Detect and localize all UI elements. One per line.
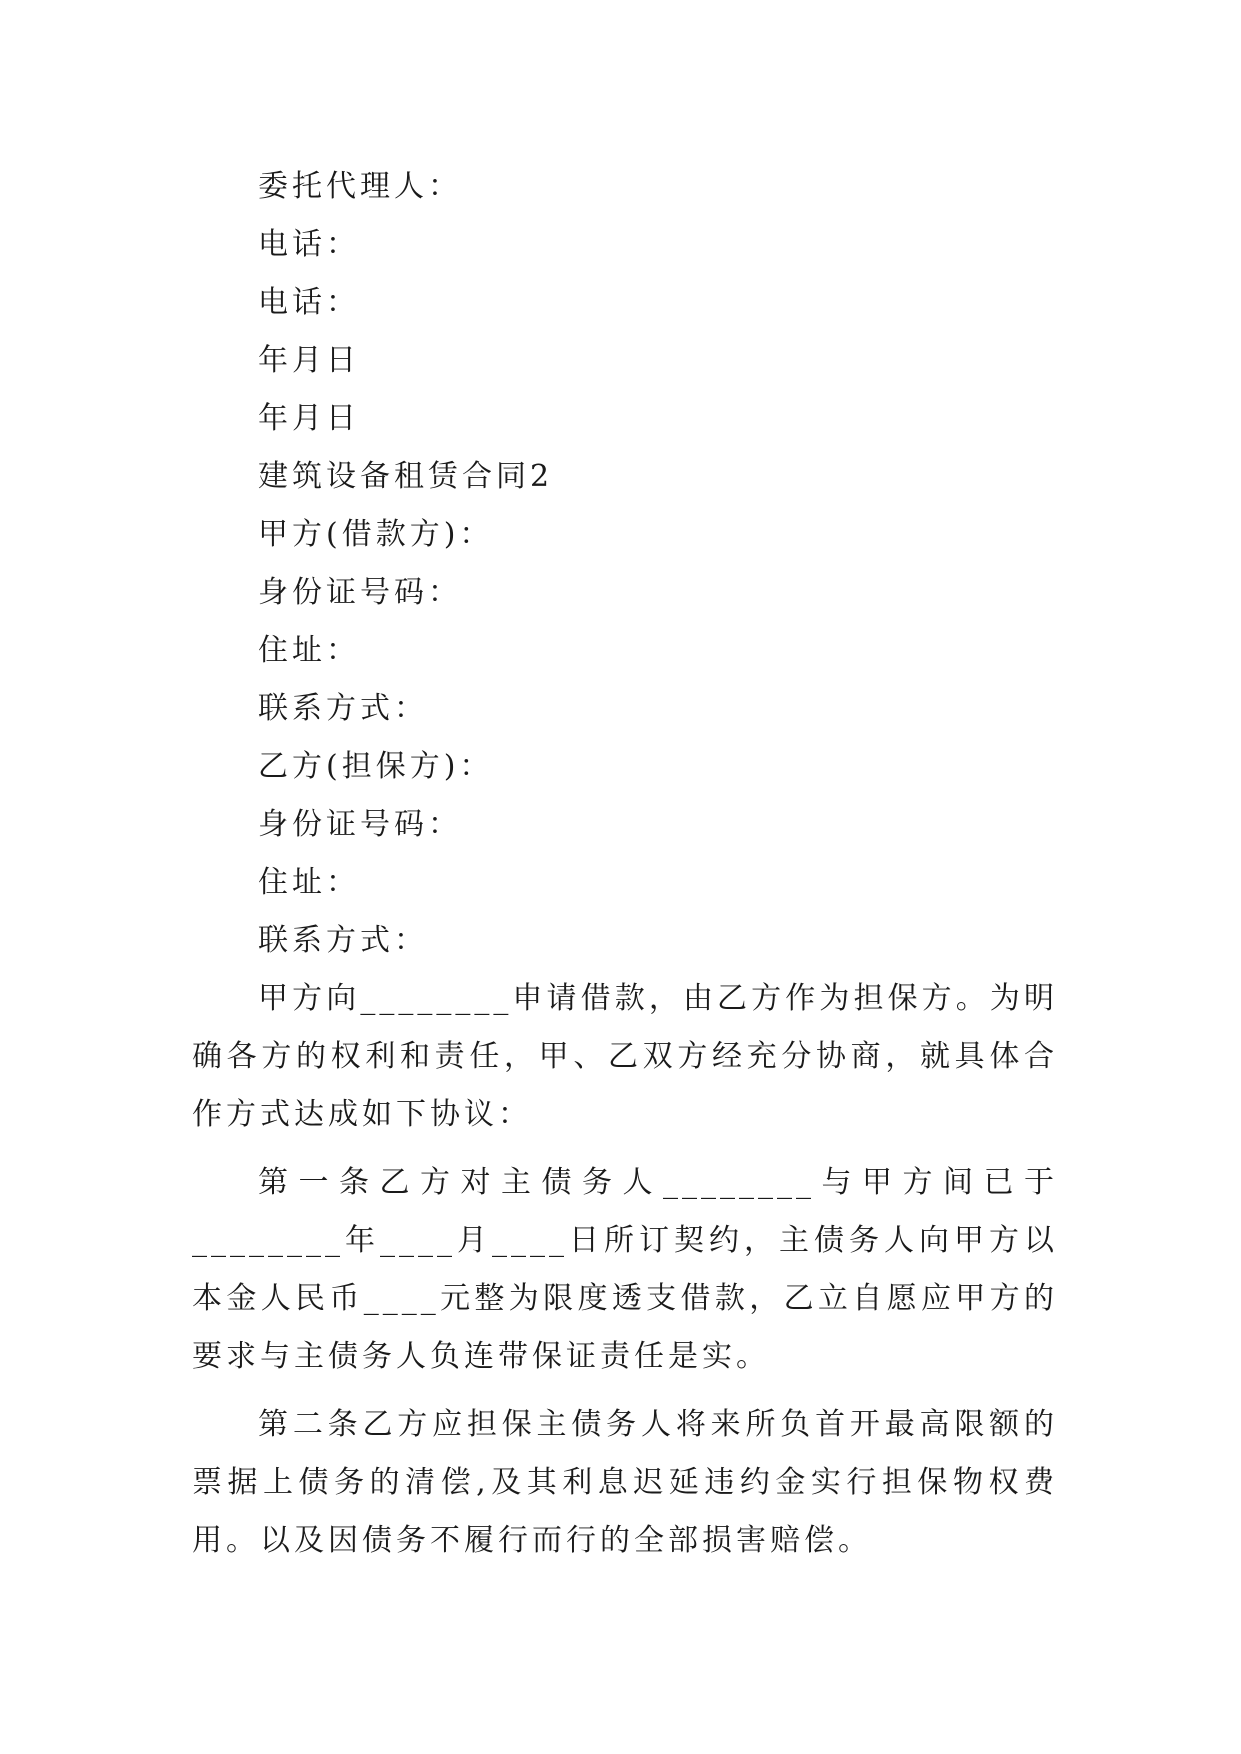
line-phone-1: 电话： <box>258 227 360 262</box>
line-date-1: 年月日 <box>258 343 360 378</box>
line-party-b-id: 身份证号码： <box>258 807 462 842</box>
line-party-a: 甲方(借款方)： <box>258 517 494 552</box>
paragraph-article-1: 第一条乙方对主债务人________与甲方间已于________年____月____日所订契约，主债务人向甲方以本金人民币____元整为限度透支借款，乙立自愿应甲方的要求与主债务人负连带保证责任是实。 <box>192 1165 1058 1374</box>
document-title: 建筑设备租赁合同2 <box>258 459 554 494</box>
paragraph-intro: 甲方向________申请借款，由乙方作为担保方。为明确各方的权利和责任，甲、乙双方经充分协商，就具体合作方式达成如下协议： <box>192 981 1058 1132</box>
line-party-b-contact: 联系方式： <box>258 923 428 958</box>
line-party-a-address: 住址： <box>258 633 360 668</box>
line-phone-2: 电话： <box>258 285 360 320</box>
line-party-a-id: 身份证号码： <box>258 575 462 610</box>
line-date-2: 年月日 <box>258 401 360 436</box>
line-agent: 委托代理人： <box>258 169 462 204</box>
document-body <box>192 158 1058 1570</box>
line-party-b-address: 住址： <box>258 865 360 900</box>
line-party-a-contact: 联系方式： <box>258 691 428 726</box>
paragraph-article-2: 第二条乙方应担保主债务人将来所负首开最高限额的票据上债务的清偿,及其利息迟延违约金实行担保物权费用。以及因债务不履行而行的全部损害赔偿。 <box>192 1407 1058 1558</box>
line-party-b: 乙方(担保方)： <box>258 749 494 784</box>
